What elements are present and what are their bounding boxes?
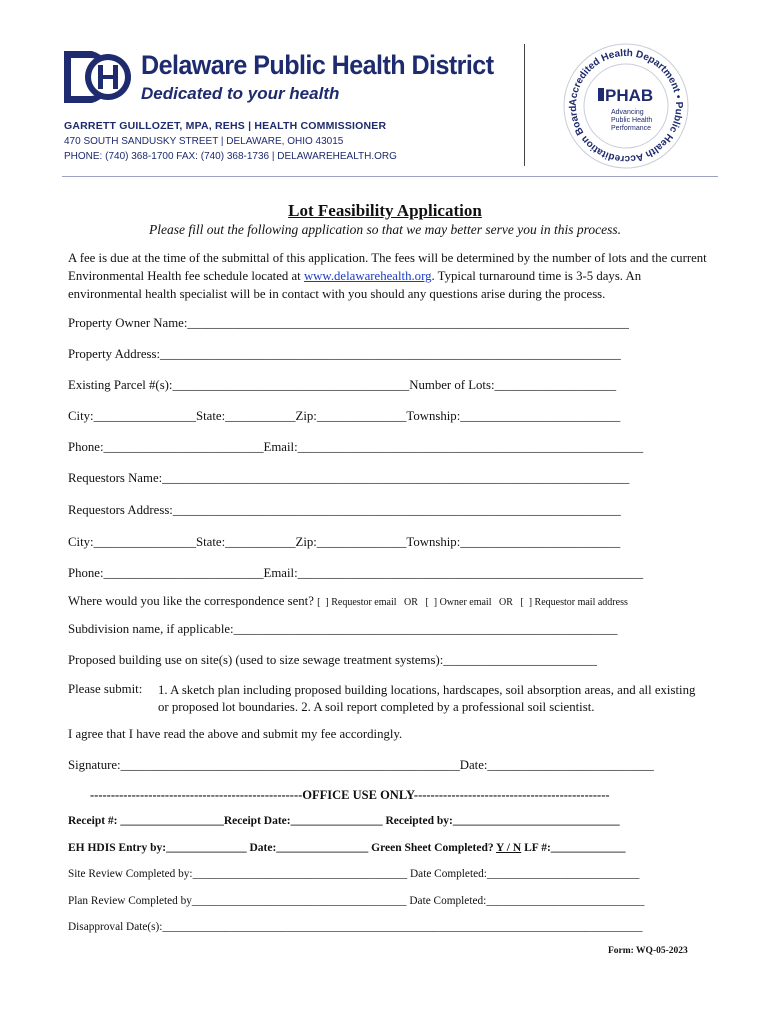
plan-review-field[interactable]: Plan Review Completed by______________________________________ Date Completed:____________________________ (68, 895, 645, 907)
parcel-lots-field[interactable]: Existing Parcel #(s):_____________________________________Number of Lots:___________________ (68, 378, 617, 392)
correspondence-label: Where would you like the correspondence sent? (68, 594, 318, 608)
hdis-text-2: LF #:_____________ (521, 842, 626, 854)
requestor-address-field[interactable]: Requestors Address:______________________________________________________________________ (68, 503, 621, 517)
requestor-city-state-zip-field[interactable]: City:________________State:___________Zip:______________Township:_________________________ (68, 535, 621, 549)
city-state-zip-field[interactable]: City:________________State:___________Zip:______________Township:_________________________ (68, 409, 621, 423)
address-line: 470 SOUTH SANDUSKY STREET | DELAWARE, OHIO 43015 (64, 136, 344, 147)
submit-label: Please submit: (68, 682, 143, 696)
correspondence-question (68, 594, 628, 609)
subdivision-field[interactable]: Subdivision name, if applicable:____________________________________________________________ (68, 622, 618, 636)
phab-seal-icon (560, 40, 692, 172)
dph-logo-icon (62, 48, 138, 106)
intro-text-2: . Typical turnaround time is 3-5 days. An environmental health specialist will be in contact with you should any questions arise during the process. (68, 269, 642, 301)
seal-acronym: PHAB (605, 86, 654, 105)
form-title: Lot Feasibility Application (288, 201, 482, 220)
seal-line-2: Public Health (611, 117, 653, 124)
site-review-field[interactable]: Site Review Completed by:______________________________________ Date Completed:___________________________ (68, 868, 640, 880)
header-rule (62, 176, 718, 177)
form-id: Form: WQ-05-2023 (608, 946, 688, 956)
org-tagline: Dedicated to your health (141, 84, 340, 103)
property-owner-field[interactable]: Property Owner Name:_____________________________________________________________________ (68, 316, 629, 330)
phone-email-field[interactable]: Phone:_________________________Email:______________________________________________________ (68, 440, 644, 454)
receipt-field[interactable]: Receipt #: __________________Receipt Date:________________ Receipted by:_____________________________ (68, 815, 620, 827)
disapproval-field[interactable]: Disapproval Date(s):_____________________________________________________________________________________ (68, 921, 643, 933)
office-use-heading: ---------------------------------------------------OFFICE USE ONLY----------------------------------------------- (90, 788, 610, 802)
correspondence-options[interactable]: [ ] Requestor email OR [ ] Owner email OR [ ] Requestor mail address (317, 597, 628, 608)
seal-line-1: Advancing (611, 109, 644, 116)
hdis-entry-field[interactable] (68, 842, 626, 854)
form-subtitle: Please fill out the following application so that we may better serve you in this process. (149, 222, 621, 237)
org-name: Delaware Public Health District (141, 50, 494, 80)
requestor-name-field[interactable]: Requestors Name:_________________________________________________________________________ (68, 471, 630, 485)
hdis-text-1: EH HDIS Entry by:______________ Date:________________ Green Sheet Completed? (68, 842, 497, 854)
intro-text-1: A fee is due at the time of the submittal of this application. The fees will be determined by the number of lots and the current Environmental Health fee schedule located at (68, 251, 707, 283)
commissioner-line: GARRETT GUILLOZET, MPA, REHS | HEALTH COMMISSIONER (64, 120, 387, 132)
building-use-field[interactable]: Proposed building use on site(s) (used to size sewage treatment systems):________________________ (68, 653, 597, 667)
green-sheet-yn[interactable]: Y / N (496, 842, 522, 854)
intro-paragraph (68, 249, 708, 303)
agreement-statement: I agree that I have read the above and submit my fee accordingly. (68, 727, 403, 741)
property-address-field[interactable]: Property Address:________________________________________________________________________ (68, 347, 621, 361)
seal-ring-text: Accredited Health Department • Public Health Accreditation Board (567, 47, 685, 165)
submit-requirements: 1. A sketch plan including proposed building locations, hardscapes, soil absorption areas, and all existing or proposed lot boundaries. 2. A soil report completed by a professional soil scientist. (158, 683, 696, 714)
seal-line-3: Performance (611, 125, 652, 132)
website-link[interactable]: www.delawarehealth.org (303, 269, 432, 283)
signature-field[interactable]: Signature:_____________________________________________________Date:__________________________ (68, 758, 654, 772)
header-divider (524, 44, 525, 166)
requestor-phone-email-field[interactable]: Phone:_________________________Email:______________________________________________________ (68, 566, 644, 580)
contact-line: PHONE: (740) 368-1700 FAX: (740) 368-1736 | DELAWAREHEALTH.ORG (64, 151, 397, 162)
